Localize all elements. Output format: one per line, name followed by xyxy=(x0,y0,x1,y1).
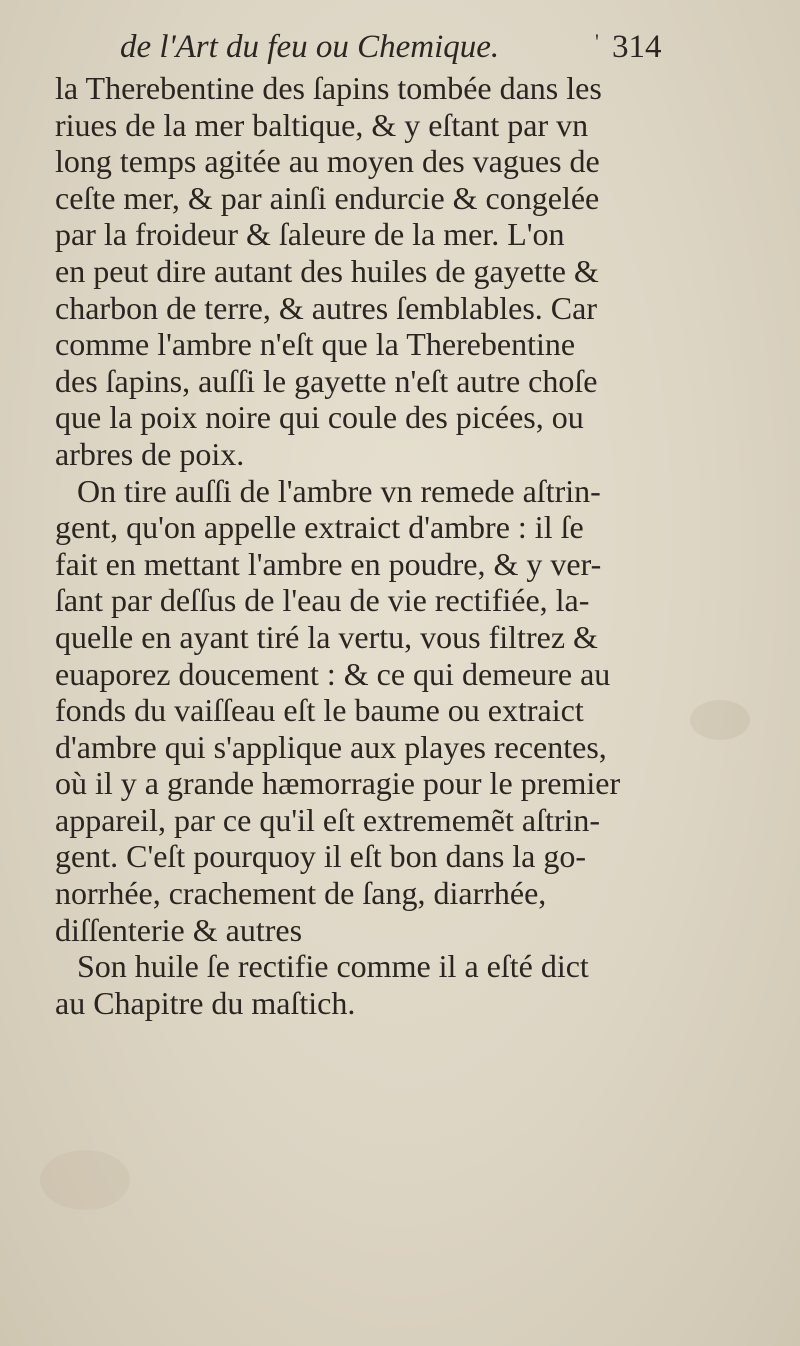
text-line: la Therebentine des ſapins tombée dans les xyxy=(55,70,602,106)
page-header xyxy=(0,22,800,72)
text-line: des ſapins, auſſi le gayette n'eſt autre choſe xyxy=(55,362,598,399)
text-line: ceſte mer, & par ainſi endurcie & congelée xyxy=(55,179,600,216)
text-line: euaporez doucement : & ce qui demeure au xyxy=(55,655,611,692)
text-line: arbres de poix. xyxy=(55,435,245,472)
text-line: norrhée, crachement de ſang, diarrhée, xyxy=(55,875,547,912)
text-line: fait en mettant l'ambre en poudre, & y ver- xyxy=(55,545,602,582)
text-line: quelle en ayant tiré la vertu, vous filtrez & xyxy=(55,618,598,655)
text-line: gent. C'eſt pourquoy il eſt bon dans la go- xyxy=(55,838,587,875)
paper-stain xyxy=(40,1150,130,1210)
text-line: gent, qu'on appelle extraict d'ambre : il ſe xyxy=(55,509,584,546)
paragraph-first-line: Son huile ſe rectifie comme il a eſté dict xyxy=(77,948,589,985)
paragraph-first-line: On tire auſſi de l'ambre vn remede aſtrin- xyxy=(77,472,601,509)
text-line: comme l'ambre n'eſt que la Therebentine xyxy=(55,326,576,363)
page-number: 314 xyxy=(612,29,662,65)
text-line: ſant par deſſus de l'eau de vie rectifiée, la- xyxy=(55,582,590,619)
text-line: riues de la mer baltique, & y eſtant par vn xyxy=(55,106,589,143)
text-line: long temps agitée au moyen des vagues de xyxy=(55,143,600,180)
text-line: que la poix noire qui coule des picées, ou xyxy=(55,399,584,436)
body-text xyxy=(55,70,775,1021)
text-line: par la froideur & ſaleure de la mer. L'on xyxy=(55,216,565,253)
text-line: où il y a grande hæmorragie pour le premier xyxy=(55,765,621,802)
text-line: en peut dire autant des huiles de gayette & xyxy=(55,252,599,289)
running-head: de l'Art du feu ou Chemique. xyxy=(120,29,500,65)
folio-mark: ' xyxy=(595,29,599,54)
text-line: fonds du vaiſſeau eſt le baume ou extraict xyxy=(55,692,584,729)
text-line: au Chapitre du maſtich. xyxy=(55,984,356,1021)
text-line: appareil, par ce qu'il eſt extrememẽt aſtrin- xyxy=(55,801,601,838)
text-line: diſſenterie & autres xyxy=(55,911,303,948)
text-line: d'ambre qui s'applique aux playes recentes, xyxy=(55,728,607,765)
text-line: charbon de terre, & autres ſemblables. Car xyxy=(55,289,597,326)
